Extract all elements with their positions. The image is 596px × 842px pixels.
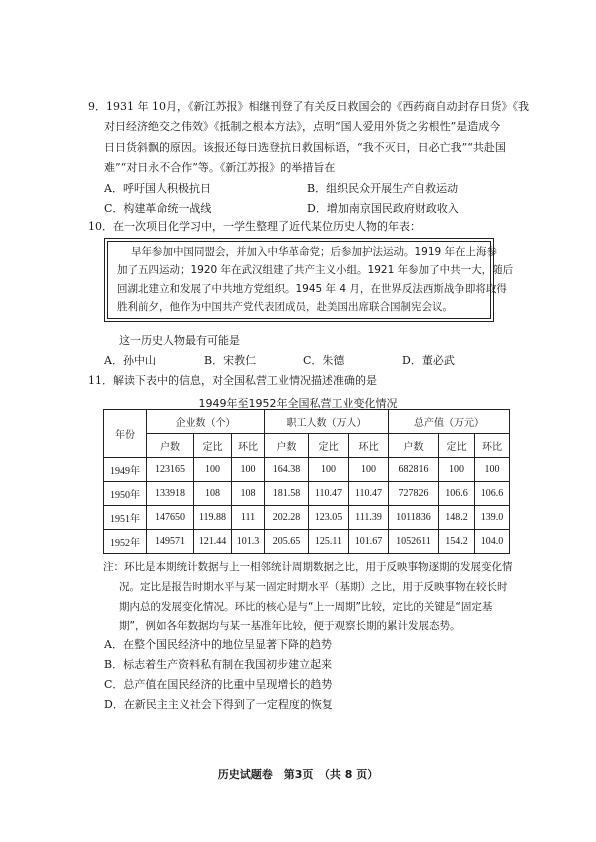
- cell: 100: [439, 458, 475, 482]
- q10-box-line-3: 回湖北建立和发展了中共地方党组织。1945 年 4 月，在世界反法西斯战争即将取得: [117, 283, 507, 295]
- table-note-line-4: 期”，例如各年数据均与某一基准年比较，便于观察长期的累计发展态势。: [119, 620, 461, 632]
- q11-option-c[interactable]: C．总产值在国民经济的比重中呈现增长的趋势: [104, 678, 333, 691]
- table-row: [104, 482, 510, 506]
- q9-option-d[interactable]: D．增加南京国民政府财政收入: [307, 202, 459, 215]
- cell: 101.67: [349, 530, 389, 554]
- q9-option-a[interactable]: A．呼吁国人积极抗日: [104, 182, 211, 195]
- cell: 108: [194, 482, 232, 506]
- cell: 119.88: [194, 506, 232, 530]
- group-header-employees: 职工人数（万人）: [265, 410, 389, 434]
- cell: 154.2: [439, 530, 475, 554]
- table-group-header-row: [104, 410, 510, 434]
- table-row: [104, 506, 510, 530]
- cell: 106.6: [475, 482, 510, 506]
- q10-stem: 10．在一次项目化学习中，一学生整理了近代某位历史人物的年表：: [88, 220, 421, 233]
- cell: 101.3: [232, 530, 265, 554]
- cell: 147650: [147, 506, 194, 530]
- cell: 1952年: [104, 530, 147, 554]
- q10-option-b[interactable]: B．宋教仁: [204, 354, 257, 367]
- q10-option-d[interactable]: D．董必武: [402, 354, 455, 367]
- group-header-enterprises: 企业数（个）: [147, 410, 265, 434]
- q11-option-b[interactable]: B．标志着生产资料私有制在我国初步建立起来: [104, 658, 333, 671]
- q9-option-b[interactable]: B．组织民众开展生产自救运动: [307, 182, 459, 195]
- q11-option-a[interactable]: A．在整个国民经济中的地位呈显著下降的趋势: [104, 638, 332, 651]
- cell: 100: [475, 458, 510, 482]
- cell: 123165: [147, 458, 194, 482]
- q11-option-d[interactable]: D．在新民主主义社会下得到了一定程度的恢复: [104, 698, 333, 711]
- q10-option-a[interactable]: A．孙中山: [104, 354, 156, 367]
- cell: 164.38: [265, 458, 309, 482]
- page-footer: 历史试题卷 第3页 （共 8 页）: [217, 768, 379, 781]
- sub-header: 定比: [194, 434, 232, 458]
- cell: 100: [232, 458, 265, 482]
- cell: 1949年: [104, 458, 147, 482]
- q10-option-c[interactable]: C．朱德: [303, 354, 345, 367]
- cell: 106.6: [439, 482, 475, 506]
- cell: 139.0: [475, 506, 510, 530]
- cell: 121.44: [194, 530, 232, 554]
- cell: 148.2: [439, 506, 475, 530]
- group-header-output: 总产值（万元）: [389, 410, 510, 434]
- cell: 108: [232, 482, 265, 506]
- cell: 110.47: [309, 482, 349, 506]
- cell: 1951年: [104, 506, 147, 530]
- cell: 202.28: [265, 506, 309, 530]
- cell: 110.47: [349, 482, 389, 506]
- table-note-line-3: 期内总的发展变化情况。环比的核心是与“上一周期”比较，定比的关键是“固定基: [119, 601, 493, 613]
- sub-header: 环比: [232, 434, 265, 458]
- sub-header: 定比: [309, 434, 349, 458]
- q10-question: 这一历史人物最有可能是: [119, 334, 240, 347]
- sub-header: 环比: [349, 434, 389, 458]
- private-industry-table: [103, 409, 510, 554]
- q11-stem: 11．解读下表中的信息，对全国私营工业情况描述准确的是: [88, 374, 377, 387]
- cell: 727826: [389, 482, 439, 506]
- q10-box-line-2: 加了五四运动；1920 年在武汉组建了共产主义小组。1921 年参加了中共一大，随后: [117, 264, 514, 276]
- q9-stem-line-2: 对日经济绝交之伟效》《抵制之根本方法》，点明“国人爱用外货之劣根性”是造成今: [104, 120, 501, 133]
- cell: 111: [232, 506, 265, 530]
- table-note-line-2: 况。定比是报告时期水平与某一固定时期水平（基期）之比，用于反映事物在较长时: [119, 581, 508, 593]
- cell: 1011836: [389, 506, 439, 530]
- cell: 682816: [389, 458, 439, 482]
- sub-header: 环比: [475, 434, 510, 458]
- cell: 205.65: [265, 530, 309, 554]
- q10-material-box: [104, 238, 514, 322]
- cell: 125.11: [309, 530, 349, 554]
- cell: 111.39: [349, 506, 389, 530]
- cell: 1052611: [389, 530, 439, 554]
- q10-box-line-1: 早年参加中国同盟会，并加入中华革命党；后参加护法运动。1919 年在上海参: [131, 246, 498, 258]
- table-row: [104, 458, 510, 482]
- sub-header: 户数: [389, 434, 439, 458]
- sub-header: 户数: [265, 434, 309, 458]
- cell: 181.58: [265, 482, 309, 506]
- sub-header: 定比: [439, 434, 475, 458]
- q9-option-c[interactable]: C．构建革命统一战线: [104, 202, 212, 215]
- cell: 100: [309, 458, 349, 482]
- table-row: [104, 530, 510, 554]
- year-header: 年份: [104, 410, 147, 458]
- q9-stem-line-1: 9．1931 年 10月，《新江苏报》相继刊登了有关反日救国会的《西药商自动封存日货》《我: [88, 100, 529, 113]
- table-caption: 1949年至1952年全国私营工业变化情况: [198, 397, 398, 410]
- q10-box-line-4: 胜利前夕，他作为中国共产党代表团成员，赴美国出席联合国制宪会议。: [117, 301, 453, 313]
- cell: 104.0: [475, 530, 510, 554]
- q9-stem-line-3: 日日货斜飘的原因。该报还每日选登抗日救国标语，“我不灭日，日必亡我”“共赴国: [104, 141, 506, 154]
- cell: 100: [194, 458, 232, 482]
- sub-header: 户数: [147, 434, 194, 458]
- q9-stem-line-4: 难”“对日永不合作”等。《新江苏报》的举措旨在: [104, 161, 336, 174]
- cell: 133918: [147, 482, 194, 506]
- table-note-line-1: 注：环比是本期统计数据与上一相邻统计周期数据之比，用于反映事物逐期的发展变化情: [103, 561, 513, 573]
- cell: 149571: [147, 530, 194, 554]
- cell: 1950年: [104, 482, 147, 506]
- cell: 123.05: [309, 506, 349, 530]
- cell: 100: [349, 458, 389, 482]
- table-sub-header-row: [104, 434, 510, 458]
